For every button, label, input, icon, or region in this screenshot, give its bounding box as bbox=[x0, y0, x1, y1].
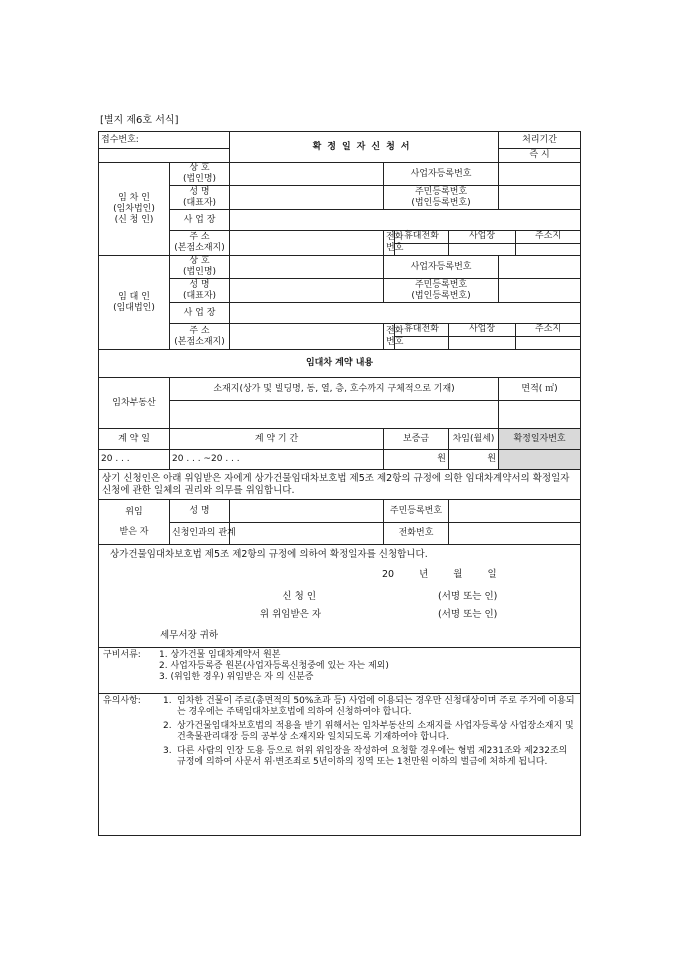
lease-section-title: 임대차 계약 내용 bbox=[99, 350, 581, 378]
document-item: 1. 상가건물 임대차계약서 원본 bbox=[159, 650, 281, 660]
lessee-business-place-label: 사 업 장 bbox=[170, 210, 230, 231]
lessor-label-line: 임 대 인 bbox=[118, 291, 150, 302]
lessee-business-place-input[interactable] bbox=[230, 210, 581, 231]
lessor-address-input[interactable] bbox=[230, 324, 384, 350]
notes-section: 유의사항: 1. 임차한 건물이 주로(총면적의 50%초과 등) 사업에 이용되는 경우만 신청대상이며 주로 주거에 이용되는 경우에는 주택임대차보호법에 의하여 신청하여야 합니다. 2. 상가건물임대차보호법의 적용을 받기 위해서는 임차부동산의 소재지를 사업자등록상 사업장소재지 및 건축물관리대장 등의 공부상 소재지와 일치되도록 기재하여야 합니다. 3. 다른 사람의 인장 도용 등으로 허위 위임장을 작성하여 요청할 경우에는 형법 제231조와 제232조의 규정에 의하여 사문서 위·변조죄로 5년이하의 징역 또는 1천만원 이하의 벌금에 처하게 됩니다. bbox=[99, 694, 581, 836]
application-date: 20 년 월 일 bbox=[382, 569, 497, 580]
lessor-business-reg-label: 사업자등록번호 bbox=[384, 256, 499, 279]
lessee-resident-reg-input[interactable] bbox=[499, 186, 581, 210]
delegation-statement: 상기 신청인은 아래 위임받은 자에게 상가건물임대차보호법 제5조 제2항의 규정에 의한 임대차계약서의 확정일자 신청에 관한 일체의 권리와 의무를 위임합니다. bbox=[99, 470, 581, 500]
contract-period-label: 계 약 기 간 bbox=[170, 429, 384, 450]
lessee-label-line: (임차법인) bbox=[113, 203, 155, 214]
lessor-resident-reg-input[interactable] bbox=[499, 279, 581, 303]
application-form bbox=[98, 131, 581, 836]
delegate-signature[interactable]: (서명 또는 인) bbox=[438, 609, 498, 620]
note-item: 2. 상가건물임대차보호법의 적용을 받기 위해서는 임차부동산의 소재지를 사업자등록상 사업장소재지 및 건축물관리대장 등의 공부상 소재지와 일치되도록 기재하여야 합니다. bbox=[163, 721, 574, 742]
lessor-label bbox=[99, 256, 170, 350]
documents-label: 구비서류 bbox=[103, 650, 138, 660]
delegate-name-input[interactable] bbox=[230, 500, 384, 523]
lessor-address-label: 주 소 (본점소재지) bbox=[170, 324, 230, 350]
leased-property-label: 임차부동산 bbox=[99, 378, 170, 429]
lessee-residence-label: 주소지 bbox=[516, 231, 581, 256]
receipt-number-field[interactable] bbox=[99, 132, 230, 149]
addressee: 세무서장 귀하 bbox=[160, 630, 219, 641]
deposit-label: 보증금 bbox=[384, 429, 449, 450]
delegate-resident-reg-label: 주민등록번호 bbox=[384, 500, 449, 523]
contract-date-input[interactable]: 20 . . . bbox=[99, 450, 170, 470]
lessee-label bbox=[99, 163, 170, 256]
lessee-mobile-label: 휴대전화 bbox=[395, 231, 449, 256]
applicant-signature[interactable]: (서명 또는 인) bbox=[438, 591, 498, 602]
lessor-name-input[interactable] bbox=[230, 279, 384, 303]
notes-label: 유의사항 bbox=[103, 696, 138, 706]
form-title: 확정일자신청서 bbox=[230, 132, 499, 163]
delegate-phone-label: 전화번호 bbox=[384, 523, 449, 545]
area-label: 면적( ㎡) bbox=[499, 378, 581, 401]
lessor-mobile-label: 휴대전화 bbox=[395, 324, 449, 350]
required-documents: 구비서류: 1. 상가건물 임대차계약서 원본 2. 사업자등록증 원본(사업자등록신청중에 있는 자는 제외) 3. (위임한 경우) 위임받은 자 의 신분증 bbox=[99, 648, 581, 694]
lessor-trade-name-input[interactable] bbox=[230, 256, 384, 279]
delegate-resident-reg-input[interactable] bbox=[449, 500, 581, 523]
deposit-input[interactable] bbox=[384, 450, 449, 470]
processing-period-label: 처리기간 bbox=[499, 132, 581, 149]
document-item: 2. 사업자등록증 원본(사업자등록신청중에 있는 자는 제외) bbox=[159, 661, 389, 671]
lessor-workplace-label: 사업장 bbox=[449, 324, 516, 350]
processing-period-value: 즉 시 bbox=[499, 149, 581, 163]
confirm-number-input bbox=[499, 450, 581, 470]
lessor-business-place-input[interactable] bbox=[230, 303, 581, 324]
rent-label: 차임(월세) bbox=[449, 429, 499, 450]
lessor-business-reg-input[interactable] bbox=[499, 256, 581, 279]
document-item: 3. (위임한 경우) 위임받은 자 의 신분증 bbox=[159, 672, 314, 682]
application-block bbox=[99, 545, 581, 648]
delegate-relation-label: 신청인과의 관계 bbox=[170, 523, 230, 545]
deposit-unit: 원 bbox=[437, 454, 446, 464]
location-label: 소재지(상가 및 빌딩명, 동, 열, 층, 호수까지 구체적으로 기재) bbox=[170, 378, 499, 401]
lessor-name-label: 성 명 (대표자) bbox=[170, 279, 230, 303]
form-label: [별지 제6호 서식] bbox=[100, 115, 179, 126]
lessor-label-line: (임대법인) bbox=[113, 302, 155, 313]
lessee-name-input[interactable] bbox=[230, 186, 384, 210]
applicant-label: 신 청 인 bbox=[282, 591, 316, 602]
lessor-residence-label: 주소지 bbox=[516, 324, 581, 350]
lessor-resident-reg-label: 주민등록번호 (법인등록번호) bbox=[384, 279, 499, 303]
lessor-trade-name-label: 상 호 (법인명) bbox=[170, 256, 230, 279]
rent-unit: 원 bbox=[487, 454, 497, 464]
lessee-address-input[interactable] bbox=[230, 231, 384, 256]
area-input[interactable] bbox=[499, 401, 581, 429]
contract-period-input[interactable]: 20 . . . ~20 . . . bbox=[170, 450, 384, 470]
delegate-name-label: 성 명 bbox=[170, 500, 230, 523]
lessee-label-line: 임 차 인 bbox=[118, 192, 150, 203]
note-item: 3. 다른 사람의 인장 도용 등으로 허위 위임장을 작성하여 요청할 경우에는 형법 제231조와 제232조의 규정에 의하여 사문서 위·변조죄로 5년이하의 징역 또는 1천만원 이하의 벌금에 처하게 됩니다. bbox=[163, 746, 568, 767]
lessee-trade-name-label: 상 호 (법인명) bbox=[170, 163, 230, 186]
lessee-label-line: (신 청 인) bbox=[114, 214, 154, 225]
delegate-sign-label: 위 위임받은 자 bbox=[259, 609, 321, 620]
location-input[interactable] bbox=[170, 401, 499, 429]
delegate-phone-input[interactable] bbox=[449, 523, 581, 545]
contract-date-label: 계 약 일 bbox=[99, 429, 170, 450]
note-item: 1. 임차한 건물이 주로(총면적의 50%초과 등) 사업에 이용되는 경우만 신청대상이며 주로 주거에 이용되는 경우에는 주택임대차보호법에 의하여 신청하여야 합니다. bbox=[163, 696, 575, 717]
lessee-workplace-label: 사업장 bbox=[449, 231, 516, 256]
lessee-business-reg-label: 사업자등록번호 bbox=[384, 163, 499, 186]
rent-input[interactable] bbox=[449, 450, 499, 470]
lessee-resident-reg-label: 주민등록번호 (법인등록번호) bbox=[384, 186, 499, 210]
delegate-label: 위임 받은 자 bbox=[99, 500, 170, 545]
receipt-number-label: 접수번호: bbox=[101, 134, 139, 145]
lessee-phone-label: 전화 번호 bbox=[384, 231, 395, 256]
confirm-number-label: 확정일자번호 bbox=[499, 429, 581, 450]
lessor-business-place-label: 사 업 장 bbox=[170, 303, 230, 324]
application-statement: 상가건물임대차보호법 제5조 제2항의 규정에 의하여 확정일자를 신청합니다. bbox=[110, 549, 428, 560]
lessor-phone-label: 전화 번호 bbox=[384, 324, 395, 350]
lessee-name-label: 성 명 (대표자) bbox=[170, 186, 230, 210]
lessee-business-reg-input[interactable] bbox=[499, 163, 581, 186]
delegate-relation-input[interactable] bbox=[230, 523, 384, 545]
lessee-address-label: 주 소 (본점소재지) bbox=[170, 231, 230, 256]
lessee-trade-name-input[interactable] bbox=[230, 163, 384, 186]
